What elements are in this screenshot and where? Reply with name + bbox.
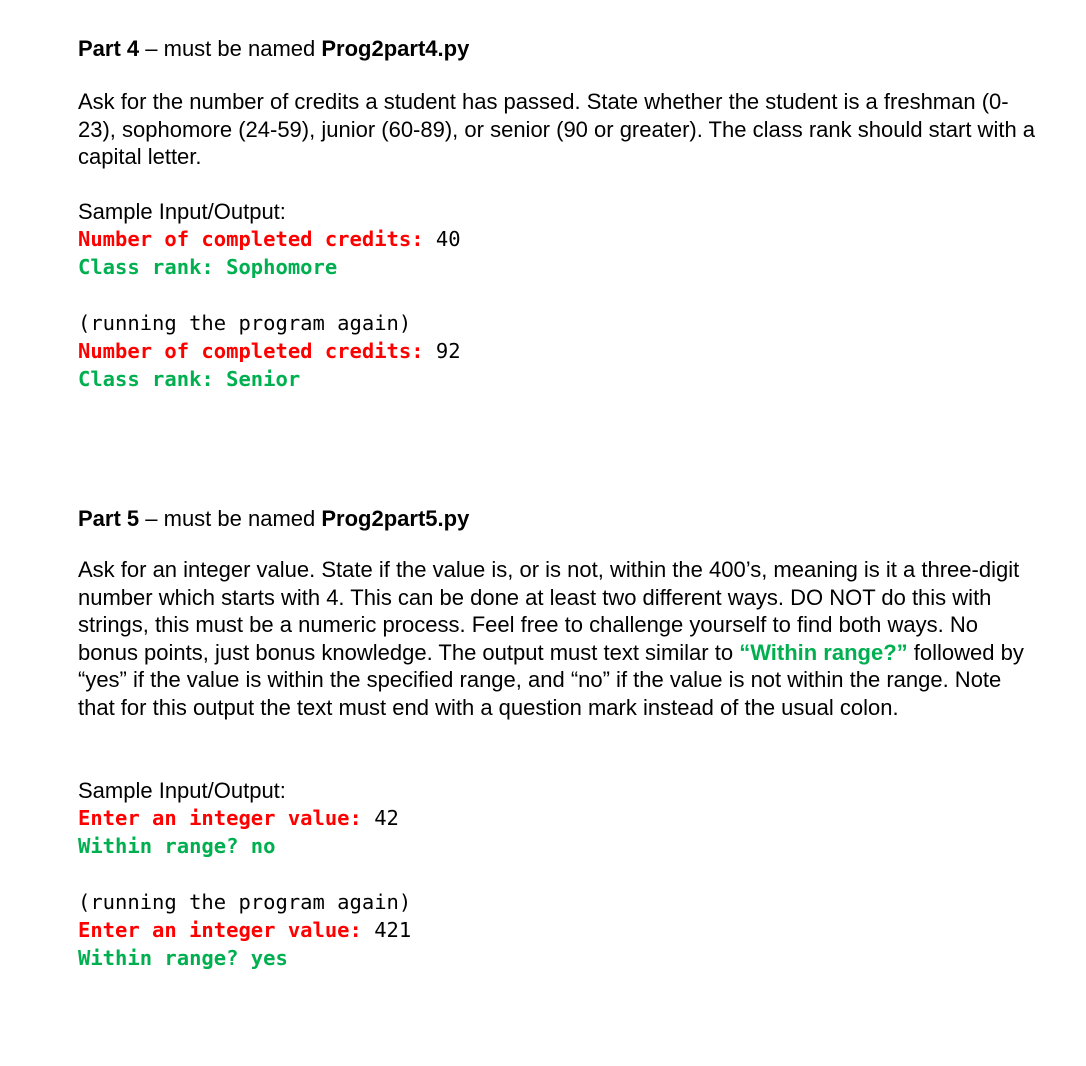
part4-run1-input: 40 — [435, 227, 461, 251]
part4-filename: Prog2part4.py — [321, 36, 470, 61]
part4-sample-label: Sample Input/Output: — [78, 199, 286, 224]
part4-run2-prompt: Number of completed credits: — [78, 339, 436, 363]
part5-description-before: Ask for an integer value. State if the value is, or is not, within the 400’s, meaning is it a three-digit number which starts with 4. This can be done at least two different ways. DO NOT do this with strings, this must be a numeric process. Feel free to challenge yourself to find both ways. No bonus points, just bonus knowledge. The output must text similar to — [78, 557, 1020, 665]
part4-description: Ask for the number of credits a student has passed. State whether the student is a freshman (0-23), sophomore (24-59), junior (60-89), or senior (90 or greater). The class rank should start with a capital letter. — [78, 89, 1036, 169]
part5-label: Part 5 — [78, 506, 140, 531]
part5-run2-output: Within range? yes — [78, 946, 288, 970]
part5-description-after: followed by “yes” if the value is within the specified range, and “no” if the value is not within the range. Note that for this output the text must end with a question mark instead of the usual colon. — [78, 639, 1024, 720]
part4-heading-mid: – must be named — [139, 36, 322, 61]
part5-run2-input: 421 — [374, 918, 412, 942]
part5-heading-mid: – must be named — [139, 506, 322, 531]
part5-description — [78, 556, 1038, 721]
part4-sample-code — [78, 225, 461, 393]
part5-again-note: (running the program again) — [78, 890, 412, 914]
part5-sample-code — [78, 804, 411, 972]
part5-run1-output: Within range? no — [78, 834, 276, 858]
part5-run1-input: 42 — [374, 806, 399, 830]
part5-heading — [78, 506, 469, 532]
part5-filename: Prog2part5.py — [321, 506, 470, 531]
part4-run1-output: Class rank: Sophomore — [78, 255, 338, 279]
part4-run2-input: 92 — [435, 339, 461, 363]
part5-description-highlight: “Within range?” — [739, 639, 908, 665]
part4-label: Part 4 — [78, 36, 140, 61]
part4-run1-prompt: Number of completed credits: — [78, 227, 436, 251]
part4-again-note: (running the program again) — [78, 311, 412, 335]
part5-run1-prompt: Enter an integer value: — [78, 806, 375, 830]
part4-heading — [78, 36, 469, 62]
part4-run2-output: Class rank: Senior — [78, 367, 301, 391]
part5-run2-prompt: Enter an integer value: — [78, 918, 375, 942]
part5-sample-label: Sample Input/Output: — [78, 778, 286, 803]
